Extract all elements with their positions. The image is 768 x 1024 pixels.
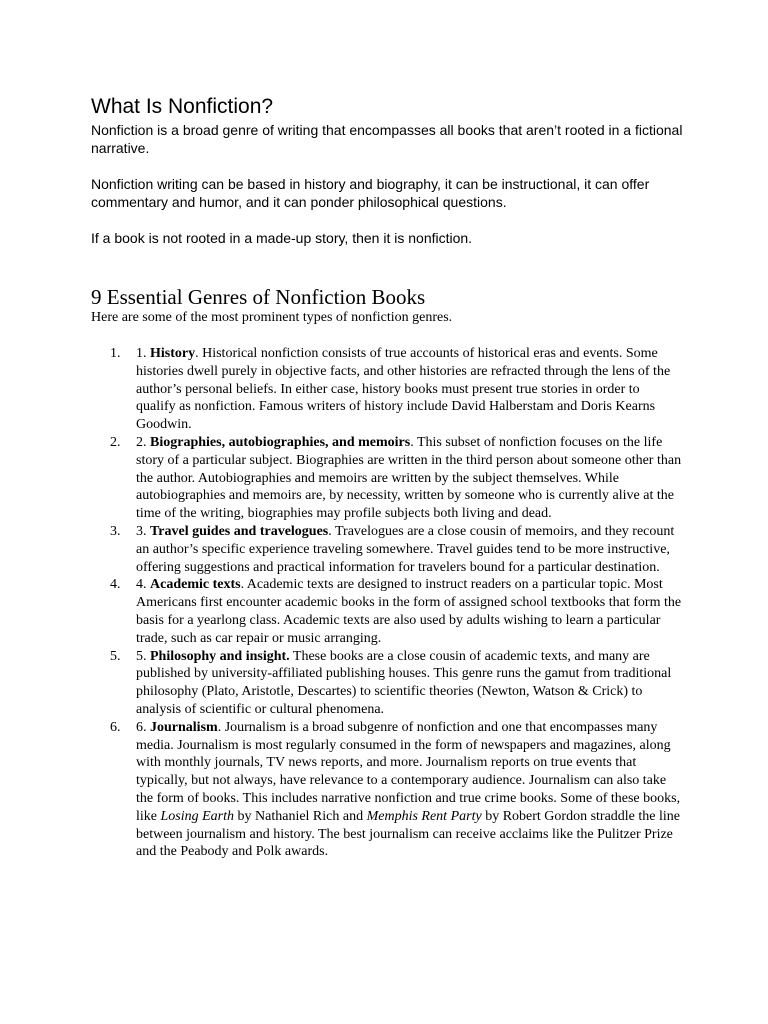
genre-number: 6. (136, 719, 150, 735)
list-item (110, 434, 682, 523)
intro-paragraph: Nonfiction writing can be based in history and biography, it can be instructional, it can offer commentary and humor, and it can ponder philosophical questions. (91, 176, 650, 210)
intro-paragraph: Nonfiction is a broad genre of writing that encompasses all books that aren’t rooted in a fictional narrative. (91, 122, 683, 156)
genre-title: Academic texts (150, 577, 241, 593)
genre-text: These books are a close cousin of academic texts, and many are published by university-affiliated publishing houses. This genre runs the gamut from traditional philosophy (Plato, Aristotle, Descartes) to scientific theories (Newton, Watson & Crick) to analysis of scientific or cultural phenomena. (136, 648, 672, 717)
page-title: What Is Nonfiction? (91, 95, 274, 118)
list-marker: 1. (110, 346, 121, 361)
genre-title: Biographies, autobiographies, and memoirs (150, 434, 411, 450)
list-item (110, 523, 682, 576)
list-item (110, 648, 682, 719)
list-item (110, 345, 682, 434)
intro-text (91, 121, 691, 265)
list-item (110, 719, 682, 861)
genre-number: 3. (136, 523, 150, 539)
genre-number: 5. (136, 648, 150, 664)
genre-list (110, 345, 682, 861)
genre-text: . Academic texts are designed to instruct readers on a particular topic. Most Americans first encounter academic books in the form of assigned school textbooks that form the basis for a yearlong class. Academic texts are also used by adults wishing to learn a particular trade, such as car repair or music arranging. (136, 577, 682, 646)
genre-title: History (150, 346, 196, 361)
genre-text: by Nathaniel Rich and (234, 808, 367, 824)
genre-title: Travel guides and travelogues (150, 523, 329, 539)
list-marker: 4. (110, 577, 121, 593)
genre-number: 4. (136, 577, 150, 593)
section-intro: Here are some of the most prominent types of nonfiction genres. (91, 310, 453, 325)
list-item (110, 576, 682, 647)
genre-title: Journalism (150, 719, 218, 735)
genre-text: . Historical nonfiction consists of true accounts of historical eras and events. Some histories dwell purely in objective facts, and other histories are refracted through the lens of the author’s personal beliefs. In either case, history books must present true stories in order to qualify as nonfiction. Famous writers of history include David Halberstam and Doris Kearns Goodwin. (136, 346, 671, 433)
list-marker: 2. (110, 434, 121, 450)
genre-text: . Travelogues are a close cousin of memoirs, and they recount an author’s specific experience traveling somewhere. Travel guides tend to be more instructive, offering suggestions and practical information for travelers bound for a particular destination. (136, 523, 675, 575)
genre-title: Philosophy and insight. (150, 648, 290, 664)
book-title: Losing Earth (160, 808, 235, 824)
genre-text: . Journalism is a broad subgenre of nonfiction and one that encompasses many media. Journalism is most regularly consumed in the form of newspapers and magazines, along with monthly journals, TV news reports, and more. Journalism reports on true events that typically, but not always, have relevance to a contemporary audience. Journalism can also take the form of books. This includes narrative nonfiction and true crime books. Some of these books, like (136, 719, 681, 824)
genre-number: 1. (136, 346, 150, 361)
genre-text: . This subset of nonfiction focuses on the life story of a particular subject. Biographies are written in the third person about someone other than the author. Autobiographies and memoirs are written by the subject themselves. While autobiographies and memoirs are, by necessity, written by someone who is currently alive at the time of the writing, biographies may profile subjects both living and dead. (136, 434, 682, 522)
book-title: Memphis Rent Party (366, 808, 482, 824)
genre-text: by Robert Gordon straddle the line between journalism and history. The best journalism can receive acclaims like the Pulitzer Prize and the Peabody and Polk awards. (136, 808, 680, 860)
list-marker: 6. (110, 719, 121, 735)
list-marker: 3. (110, 523, 121, 539)
genre-number: 2. (136, 434, 150, 450)
intro-paragraph: If a book is not rooted in a made-up story, then it is nonfiction. (91, 230, 473, 246)
list-marker: 5. (110, 648, 121, 664)
section-title: 9 Essential Genres of Nonfiction Books (91, 285, 426, 309)
